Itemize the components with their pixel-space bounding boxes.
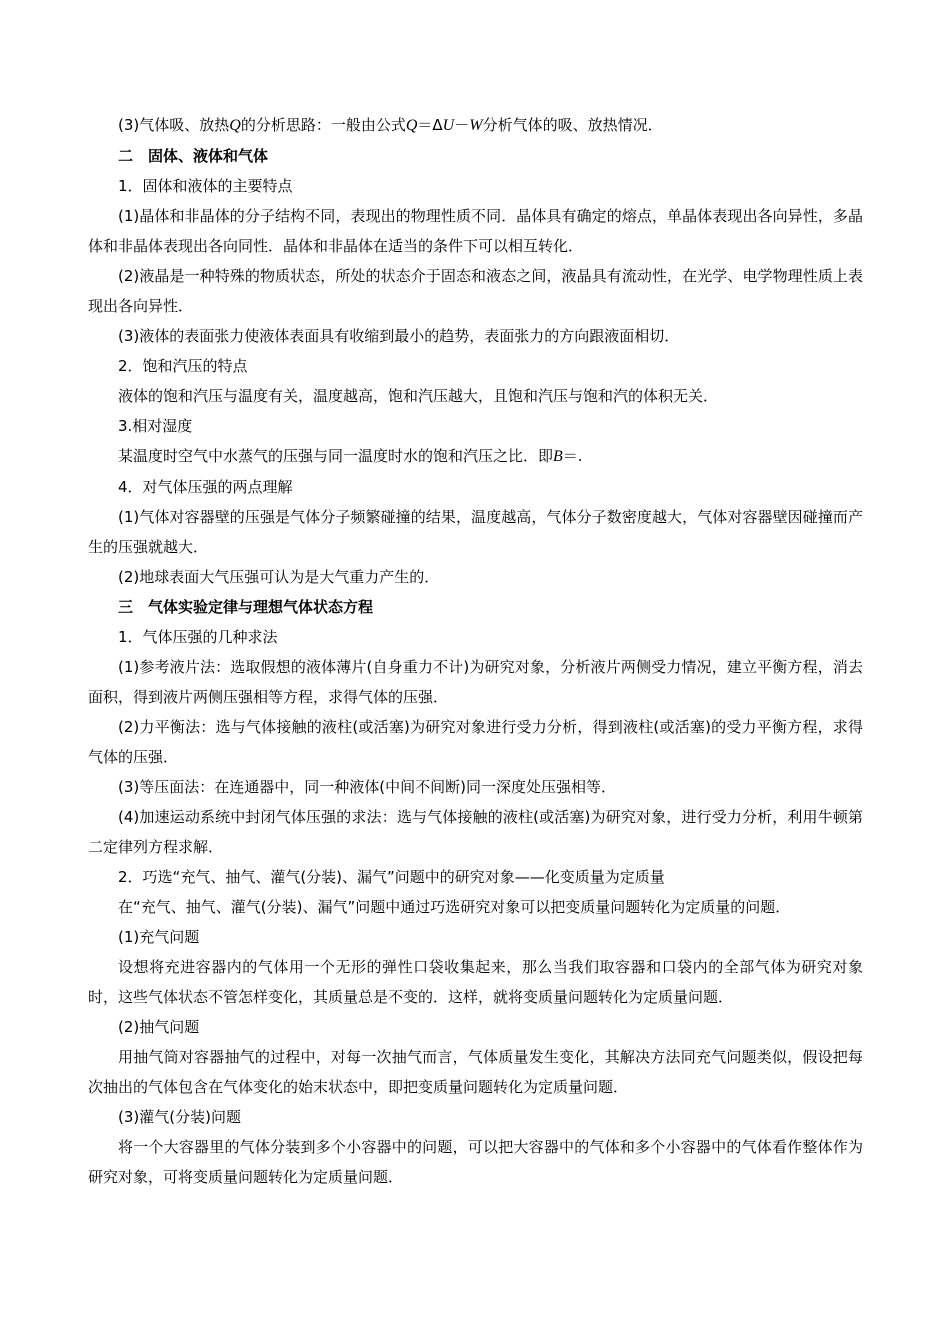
text-segment: ＝Δ <box>417 116 443 134</box>
paragraph: 4．对气体压强的两点理解 <box>118 478 293 496</box>
paragraph: 将一个大容器里的气体分装到多个小容器中的问题，可以把大容器中的气体和多个小容器中的气体看作整体作为研究对象，可将变质量问题转化为定质量问题． <box>88 1138 863 1186</box>
text-segment: (3)气体吸、放热 <box>118 116 230 134</box>
paragraph: (1)晶体和非晶体的分子结构不同，表现出的物理性质不同．晶体具有确定的熔点，单晶体表现出各向异性，多晶体和非晶体表现出各向同性．晶体和非晶体在适当的条件下可以相互转化． <box>88 207 863 255</box>
paragraph: 3.相对湿度 <box>118 417 193 435</box>
paragraph: 在“充气、抽气、灌气(分装)、漏气”问题中通过巧选研究对象可以把变质量问题转化为定质量的问题． <box>118 898 791 916</box>
text-segment: ＝. <box>562 447 583 465</box>
math-variable: B <box>553 448 563 465</box>
paragraph: (3)液体的表面张力使液体表面具有收缩到最小的趋势，表面张力的方向跟液面相切． <box>118 327 680 345</box>
paragraph: 设想将充进容器内的气体用一个无形的弹性口袋收集起来，那么当我们取容器和口袋内的全部气体为研究对象时，这些气体状态不管怎样变化，其质量总是不变的．这样，就将变质量问题转化为定质量问题． <box>88 958 863 1006</box>
paragraph: 2．饱和汽压的特点 <box>118 357 248 375</box>
math-variable: Q <box>405 117 418 134</box>
text-segment: 的分析思路：一般由公式 <box>240 116 406 134</box>
paragraph: (2)力平衡法：选与气体接触的液柱(或活塞)为研究对象进行受力分析，得到液柱(或活塞)的受力平衡方程，求得气体的压强． <box>88 718 863 766</box>
paragraph: (2)液晶是一种特殊的物质状态，所处的状态介于固态和液态之间，液晶具有流动性，在光学、电学物理性质上表现出各向异性． <box>88 267 863 315</box>
paragraph: 液体的饱和汽压与温度有关，温度越高，饱和汽压越大，且饱和汽压与饱和汽的体积无关． <box>118 387 719 405</box>
math-variable: U <box>442 117 455 134</box>
paragraph: (3)灌气(分装)问题 <box>118 1108 241 1126</box>
math-variable: W <box>469 117 483 134</box>
math-variable: Q <box>229 117 241 134</box>
paragraph: 1．气体压强的几种求法 <box>118 628 278 646</box>
section-heading: 二 固体、液体和气体 <box>118 147 269 165</box>
paragraph: (2)抽气问题 <box>118 1018 200 1036</box>
paragraph: (1)充气问题 <box>118 928 200 946</box>
section-heading: 三 气体实验定律与理想气体状态方程 <box>118 598 374 616</box>
text-segment: － <box>454 116 470 134</box>
document-body <box>88 110 863 1192</box>
paragraph <box>88 441 863 472</box>
paragraph: 2．巧选“充气、抽气、灌气(分装)、漏气”问题中的研究对象——化变质量为定质量 <box>118 868 665 886</box>
paragraph: (4)加速运动系统中封闭气体压强的求法：选与气体接触的液柱(或活塞)为研究对象，进行受力分析，利用牛顿第二定律列方程求解． <box>88 808 863 856</box>
text-segment: 分析气体的吸、放热情况． <box>482 116 663 134</box>
text-segment: 某温度时空气中水蒸气的压强与同一温度时水的饱和汽压之比．即 <box>118 447 554 465</box>
paragraph: 用抽气筒对容器抽气的过程中，对每一次抽气而言，气体质量发生变化，其解决方法同充气问题类似，假设把每次抽出的气体包含在气体变化的始末状态中，即把变质量问题转化为定质量问题． <box>88 1048 863 1096</box>
paragraph <box>88 110 863 141</box>
paragraph: (2)地球表面大气压强可认为是大气重力产生的． <box>118 568 440 586</box>
paragraph: 1．固体和液体的主要特点 <box>118 177 293 195</box>
paragraph: (1)气体对容器壁的压强是气体分子频繁碰撞的结果，温度越高，气体分子数密度越大，气体对容器壁因碰撞而产生的压强就越大． <box>88 508 863 556</box>
paragraph: (3)等压面法：在连通器中，同一种液体(中间不间断)同一深度处压强相等． <box>118 778 616 796</box>
paragraph: (1)参考液片法：选取假想的液体薄片(自身重力不计)为研究对象，分析液片两侧受力情况，建立平衡方程，消去面积，得到液片两侧压强相等方程，求得气体的压强． <box>88 658 863 706</box>
